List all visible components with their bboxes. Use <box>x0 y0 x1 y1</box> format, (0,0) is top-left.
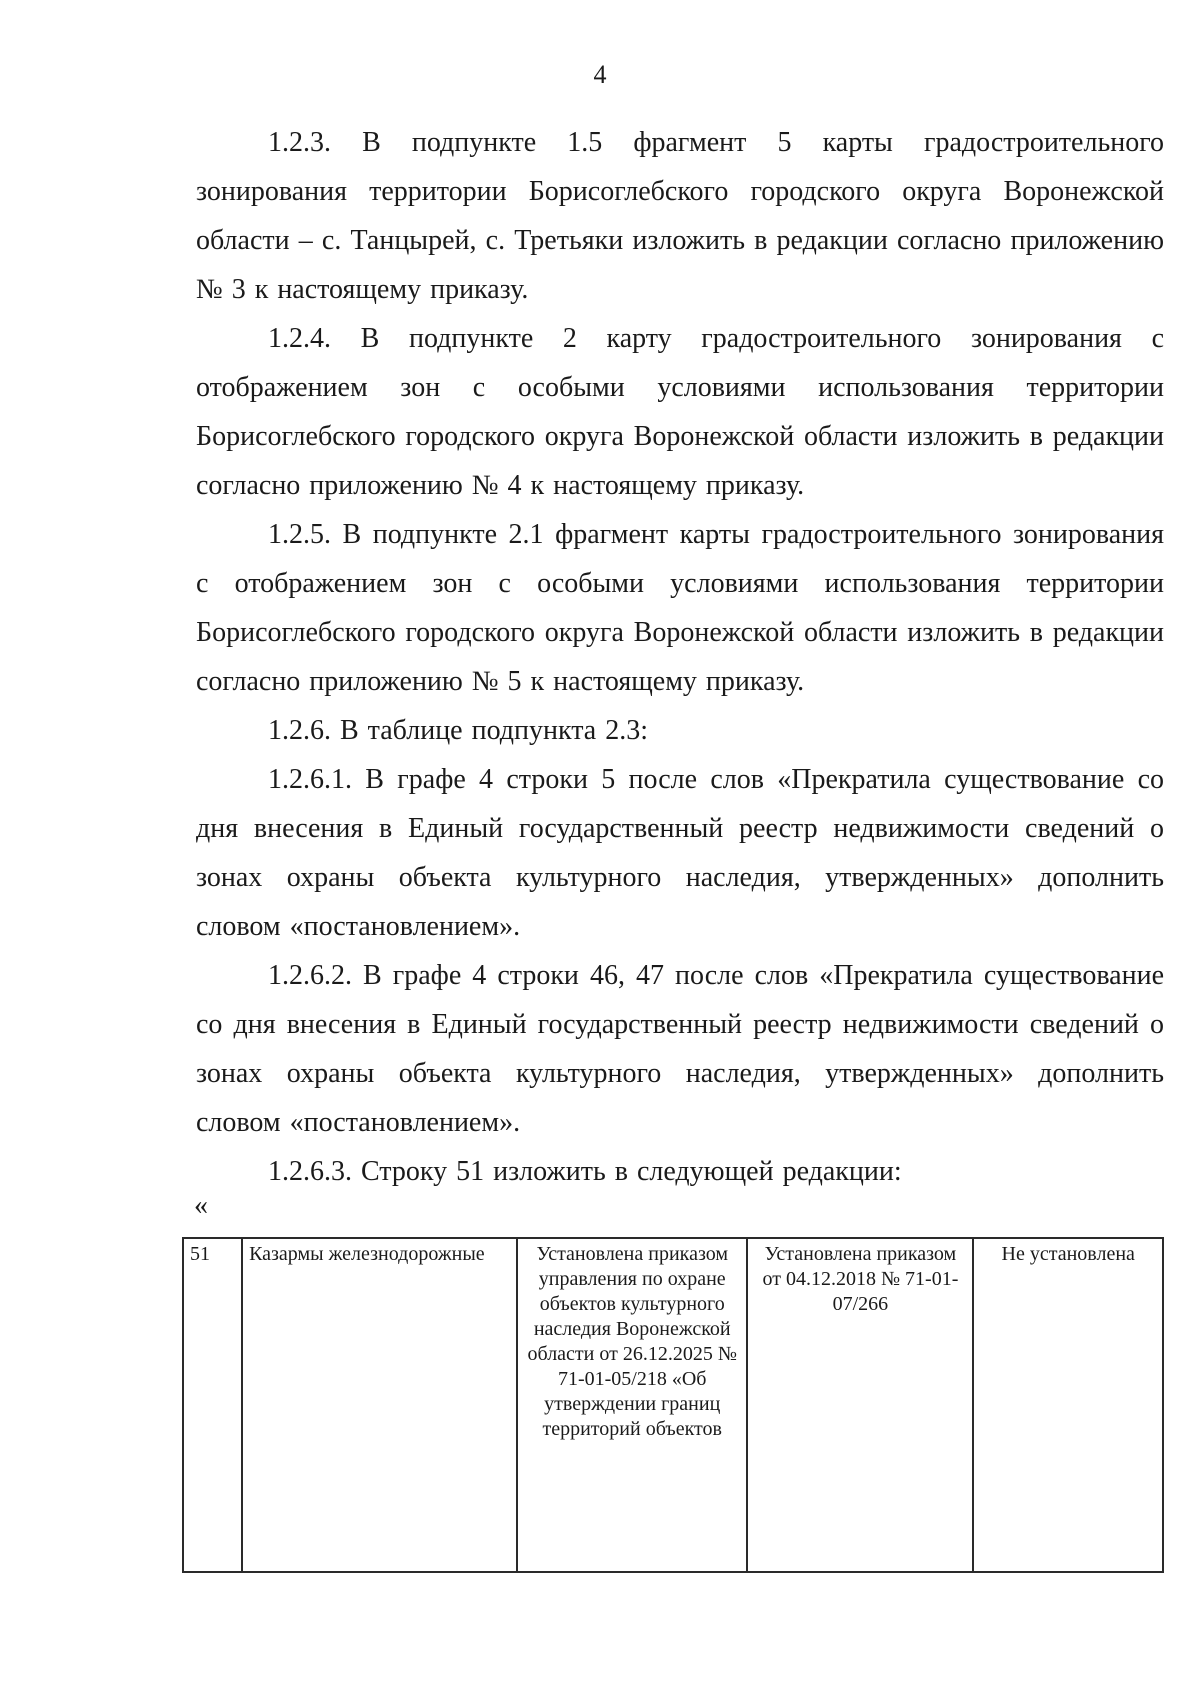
object-name-cell: Казармы железнодорожные <box>242 1238 517 1572</box>
page-number: 4 <box>593 60 607 89</box>
paragraph-1-2-4: 1.2.4. В подпункте 2 карту градостроительного зонирования с отображением зон с особыми условиями использования территории Борисоглебского городского округа Воронежской области изложить в редакции согласно приложению № 4 к настоящему приказу. <box>196 323 1164 501</box>
status-cell: Не установлена <box>973 1238 1163 1572</box>
paragraph-1-2-6-1: 1.2.6.1. В графе 4 строки 5 после слов «Прекратила существование со дня внесения в Единый государственный реестр недвижимости сведений о зонах охраны объекта культурного наследия, утвержденных» дополнить словом «постановлением». <box>196 764 1164 942</box>
opening-quote-mark: « <box>194 1190 208 1221</box>
basis-cell: Установлена приказом от 04.12.2018 № 71-01-07/266 <box>747 1238 973 1572</box>
document-body <box>196 118 1164 1196</box>
paragraph-1-2-3: 1.2.3. В подпункте 1.5 фрагмент 5 карты градостроительного зонирования территории Борисоглебского городского округа Воронежской области – с. Танцырей, с. Третьяки изложить в редакции согласно приложению № 3 к настоящему приказу. <box>196 127 1164 305</box>
paragraph-1-2-5: 1.2.5. В подпункте 2.1 фрагмент карты градостроительного зонирования с отображением зон с особыми условиями использования территории Борисоглебского городского округа Воронежской области изложить в редакции согласно приложению № 5 к настоящему приказу. <box>196 519 1164 697</box>
row-number-cell: 51 <box>183 1238 242 1572</box>
paragraph-1-2-6-3: 1.2.6.3. Строку 51 изложить в следующей редакции: <box>268 1156 902 1187</box>
amendment-table <box>182 1237 1164 1573</box>
paragraph-1-2-6: 1.2.6. В таблице подпункта 2.3: <box>268 715 649 746</box>
table-row <box>183 1238 1163 1572</box>
installed-by-cell: Установлена приказом управления по охране объектов культурного наследия Воронежской области от 26.12.2025 № 71-01-05/218 «Об утверждении границ территорий объектов <box>517 1238 747 1572</box>
paragraph-1-2-6-2: 1.2.6.2. В графе 4 строки 46, 47 после слов «Прекратила существование со дня внесения в Единый государственный реестр недвижимости сведений о зонах охраны объекта культурного наследия, утвержденных» дополнить словом «постановлением». <box>196 960 1164 1138</box>
